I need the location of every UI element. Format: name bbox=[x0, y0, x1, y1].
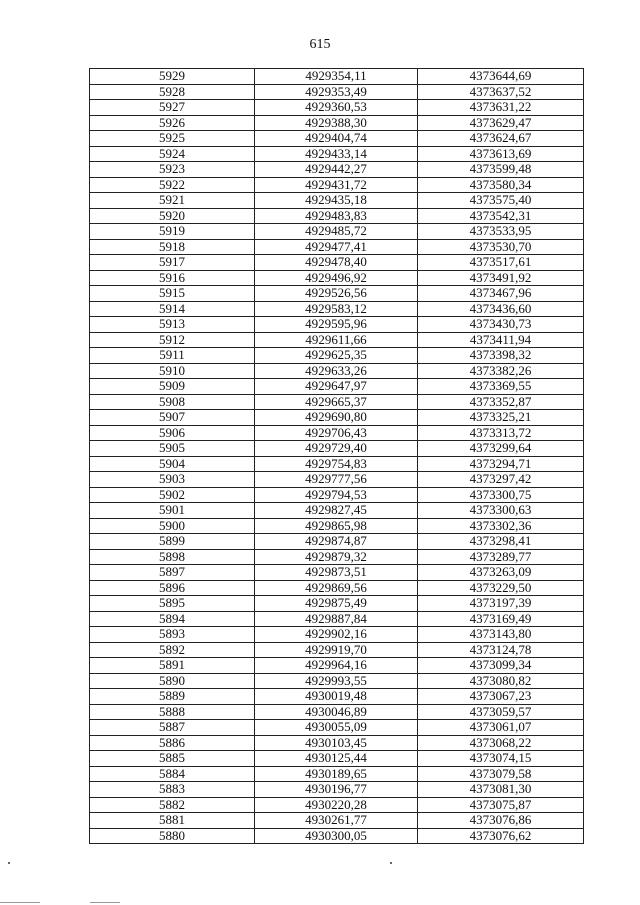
table-row bbox=[90, 518, 584, 534]
table-row bbox=[90, 813, 584, 829]
table-row bbox=[90, 410, 584, 426]
point-number-cell: 5897 bbox=[90, 565, 255, 581]
point-number-cell: 5925 bbox=[90, 131, 255, 147]
y-coordinate-cell: 4373080,82 bbox=[418, 673, 584, 689]
table-row bbox=[90, 69, 584, 85]
y-coordinate-cell: 4373289,77 bbox=[418, 549, 584, 565]
point-number-cell: 5923 bbox=[90, 162, 255, 178]
point-number-cell: 5904 bbox=[90, 456, 255, 472]
table-row bbox=[90, 782, 584, 798]
point-number-cell: 5890 bbox=[90, 673, 255, 689]
y-coordinate-cell: 4373061,07 bbox=[418, 720, 584, 736]
point-number-cell: 5913 bbox=[90, 317, 255, 333]
x-coordinate-cell: 4929875,49 bbox=[255, 596, 418, 612]
y-coordinate-cell: 4373197,39 bbox=[418, 596, 584, 612]
scan-speck bbox=[390, 862, 392, 864]
point-number-cell: 5900 bbox=[90, 518, 255, 534]
x-coordinate-cell: 4930055,09 bbox=[255, 720, 418, 736]
x-coordinate-cell: 4929754,83 bbox=[255, 456, 418, 472]
x-coordinate-cell: 4930189,65 bbox=[255, 766, 418, 782]
x-coordinate-cell: 4929611,66 bbox=[255, 332, 418, 348]
table-row bbox=[90, 193, 584, 209]
y-coordinate-cell: 4373263,09 bbox=[418, 565, 584, 581]
table-row bbox=[90, 456, 584, 472]
y-coordinate-cell: 4373436,60 bbox=[418, 301, 584, 317]
point-number-cell: 5888 bbox=[90, 704, 255, 720]
point-number-cell: 5929 bbox=[90, 69, 255, 85]
y-coordinate-cell: 4373300,75 bbox=[418, 487, 584, 503]
point-number-cell: 5909 bbox=[90, 379, 255, 395]
x-coordinate-cell: 4929777,56 bbox=[255, 472, 418, 488]
point-number-cell: 5922 bbox=[90, 177, 255, 193]
x-coordinate-cell: 4929919,70 bbox=[255, 642, 418, 658]
point-number-cell: 5906 bbox=[90, 425, 255, 441]
point-number-cell: 5895 bbox=[90, 596, 255, 612]
x-coordinate-cell: 4929435,18 bbox=[255, 193, 418, 209]
table-row bbox=[90, 317, 584, 333]
y-coordinate-cell: 4373637,52 bbox=[418, 84, 584, 100]
y-coordinate-cell: 4373491,92 bbox=[418, 270, 584, 286]
point-number-cell: 5889 bbox=[90, 689, 255, 705]
x-coordinate-cell: 4929729,40 bbox=[255, 441, 418, 457]
y-coordinate-cell: 4373411,94 bbox=[418, 332, 584, 348]
y-coordinate-cell: 4373143,80 bbox=[418, 627, 584, 643]
coordinates-table-body bbox=[90, 69, 584, 844]
x-coordinate-cell: 4930220,28 bbox=[255, 797, 418, 813]
y-coordinate-cell: 4373300,63 bbox=[418, 503, 584, 519]
table-row bbox=[90, 735, 584, 751]
x-coordinate-cell: 4929873,51 bbox=[255, 565, 418, 581]
x-coordinate-cell: 4929993,55 bbox=[255, 673, 418, 689]
x-coordinate-cell: 4929583,12 bbox=[255, 301, 418, 317]
point-number-cell: 5928 bbox=[90, 84, 255, 100]
y-coordinate-cell: 4373369,55 bbox=[418, 379, 584, 395]
table-row bbox=[90, 425, 584, 441]
point-number-cell: 5885 bbox=[90, 751, 255, 767]
x-coordinate-cell: 4929477,41 bbox=[255, 239, 418, 255]
x-coordinate-cell: 4930125,44 bbox=[255, 751, 418, 767]
x-coordinate-cell: 4929794,53 bbox=[255, 487, 418, 503]
point-number-cell: 5905 bbox=[90, 441, 255, 457]
table-row bbox=[90, 348, 584, 364]
y-coordinate-cell: 4373580,34 bbox=[418, 177, 584, 193]
point-number-cell: 5916 bbox=[90, 270, 255, 286]
point-number-cell: 5891 bbox=[90, 658, 255, 674]
y-coordinate-cell: 4373124,78 bbox=[418, 642, 584, 658]
y-coordinate-cell: 4373298,41 bbox=[418, 534, 584, 550]
point-number-cell: 5883 bbox=[90, 782, 255, 798]
y-coordinate-cell: 4373067,23 bbox=[418, 689, 584, 705]
point-number-cell: 5921 bbox=[90, 193, 255, 209]
table-row bbox=[90, 394, 584, 410]
table-row bbox=[90, 797, 584, 813]
table-row bbox=[90, 224, 584, 240]
x-coordinate-cell: 4929442,27 bbox=[255, 162, 418, 178]
y-coordinate-cell: 4373352,87 bbox=[418, 394, 584, 410]
table-row bbox=[90, 379, 584, 395]
x-coordinate-cell: 4929496,92 bbox=[255, 270, 418, 286]
table-row bbox=[90, 658, 584, 674]
table-row bbox=[90, 255, 584, 271]
x-coordinate-cell: 4930300,05 bbox=[255, 828, 418, 844]
y-coordinate-cell: 4373059,57 bbox=[418, 704, 584, 720]
table-row bbox=[90, 689, 584, 705]
x-coordinate-cell: 4929354,11 bbox=[255, 69, 418, 85]
table-row bbox=[90, 84, 584, 100]
y-coordinate-cell: 4373081,30 bbox=[418, 782, 584, 798]
table-row bbox=[90, 162, 584, 178]
x-coordinate-cell: 4929353,49 bbox=[255, 84, 418, 100]
x-coordinate-cell: 4929879,32 bbox=[255, 549, 418, 565]
table-row bbox=[90, 549, 584, 565]
y-coordinate-cell: 4373629,47 bbox=[418, 115, 584, 131]
point-number-cell: 5919 bbox=[90, 224, 255, 240]
x-coordinate-cell: 4930019,48 bbox=[255, 689, 418, 705]
x-coordinate-cell: 4929827,45 bbox=[255, 503, 418, 519]
table-row bbox=[90, 580, 584, 596]
y-coordinate-cell: 4373467,96 bbox=[418, 286, 584, 302]
point-number-cell: 5903 bbox=[90, 472, 255, 488]
y-coordinate-cell: 4373613,69 bbox=[418, 146, 584, 162]
point-number-cell: 5887 bbox=[90, 720, 255, 736]
table-row bbox=[90, 131, 584, 147]
x-coordinate-cell: 4929483,83 bbox=[255, 208, 418, 224]
point-number-cell: 5908 bbox=[90, 394, 255, 410]
y-coordinate-cell: 4373575,40 bbox=[418, 193, 584, 209]
x-coordinate-cell: 4929874,87 bbox=[255, 534, 418, 550]
x-coordinate-cell: 4930196,77 bbox=[255, 782, 418, 798]
table-row bbox=[90, 286, 584, 302]
y-coordinate-cell: 4373533,95 bbox=[418, 224, 584, 240]
point-number-cell: 5926 bbox=[90, 115, 255, 131]
scan-edge-line bbox=[0, 902, 40, 903]
y-coordinate-cell: 4373631,22 bbox=[418, 100, 584, 116]
x-coordinate-cell: 4929869,56 bbox=[255, 580, 418, 596]
y-coordinate-cell: 4373313,72 bbox=[418, 425, 584, 441]
y-coordinate-cell: 4373382,26 bbox=[418, 363, 584, 379]
table-row bbox=[90, 115, 584, 131]
y-coordinate-cell: 4373325,21 bbox=[418, 410, 584, 426]
x-coordinate-cell: 4929595,96 bbox=[255, 317, 418, 333]
point-number-cell: 5914 bbox=[90, 301, 255, 317]
point-number-cell: 5892 bbox=[90, 642, 255, 658]
x-coordinate-cell: 4929647,97 bbox=[255, 379, 418, 395]
x-coordinate-cell: 4929526,56 bbox=[255, 286, 418, 302]
point-number-cell: 5881 bbox=[90, 813, 255, 829]
table-row bbox=[90, 208, 584, 224]
x-coordinate-cell: 4929431,72 bbox=[255, 177, 418, 193]
table-row bbox=[90, 487, 584, 503]
x-coordinate-cell: 4929404,74 bbox=[255, 131, 418, 147]
x-coordinate-cell: 4929388,30 bbox=[255, 115, 418, 131]
y-coordinate-cell: 4373169,49 bbox=[418, 611, 584, 627]
table-row bbox=[90, 751, 584, 767]
point-number-cell: 5886 bbox=[90, 735, 255, 751]
table-row bbox=[90, 565, 584, 581]
x-coordinate-cell: 4929706,43 bbox=[255, 425, 418, 441]
y-coordinate-cell: 4373644,69 bbox=[418, 69, 584, 85]
point-number-cell: 5918 bbox=[90, 239, 255, 255]
point-number-cell: 5927 bbox=[90, 100, 255, 116]
x-coordinate-cell: 4929478,40 bbox=[255, 255, 418, 271]
x-coordinate-cell: 4929360,53 bbox=[255, 100, 418, 116]
y-coordinate-cell: 4373530,70 bbox=[418, 239, 584, 255]
table-row bbox=[90, 270, 584, 286]
table-row bbox=[90, 627, 584, 643]
point-number-cell: 5912 bbox=[90, 332, 255, 348]
point-number-cell: 5901 bbox=[90, 503, 255, 519]
coordinates-table bbox=[89, 68, 584, 844]
x-coordinate-cell: 4929625,35 bbox=[255, 348, 418, 364]
table-row bbox=[90, 828, 584, 844]
point-number-cell: 5894 bbox=[90, 611, 255, 627]
table-row bbox=[90, 534, 584, 550]
x-coordinate-cell: 4929690,80 bbox=[255, 410, 418, 426]
table-row bbox=[90, 146, 584, 162]
y-coordinate-cell: 4373079,58 bbox=[418, 766, 584, 782]
point-number-cell: 5907 bbox=[90, 410, 255, 426]
y-coordinate-cell: 4373074,15 bbox=[418, 751, 584, 767]
y-coordinate-cell: 4373599,48 bbox=[418, 162, 584, 178]
point-number-cell: 5910 bbox=[90, 363, 255, 379]
table-row bbox=[90, 611, 584, 627]
y-coordinate-cell: 4373068,22 bbox=[418, 735, 584, 751]
y-coordinate-cell: 4373297,42 bbox=[418, 472, 584, 488]
x-coordinate-cell: 4929902,16 bbox=[255, 627, 418, 643]
table-row bbox=[90, 363, 584, 379]
y-coordinate-cell: 4373076,62 bbox=[418, 828, 584, 844]
table-row bbox=[90, 100, 584, 116]
table-row bbox=[90, 503, 584, 519]
table-row bbox=[90, 673, 584, 689]
y-coordinate-cell: 4373517,61 bbox=[418, 255, 584, 271]
y-coordinate-cell: 4373075,87 bbox=[418, 797, 584, 813]
table-row bbox=[90, 766, 584, 782]
table-row bbox=[90, 177, 584, 193]
table-row bbox=[90, 332, 584, 348]
x-coordinate-cell: 4930046,89 bbox=[255, 704, 418, 720]
point-number-cell: 5893 bbox=[90, 627, 255, 643]
y-coordinate-cell: 4373076,86 bbox=[418, 813, 584, 829]
y-coordinate-cell: 4373294,71 bbox=[418, 456, 584, 472]
y-coordinate-cell: 4373299,64 bbox=[418, 441, 584, 457]
table-row bbox=[90, 704, 584, 720]
table-row bbox=[90, 239, 584, 255]
point-number-cell: 5880 bbox=[90, 828, 255, 844]
point-number-cell: 5896 bbox=[90, 580, 255, 596]
x-coordinate-cell: 4929665,37 bbox=[255, 394, 418, 410]
point-number-cell: 5915 bbox=[90, 286, 255, 302]
y-coordinate-cell: 4373229,50 bbox=[418, 580, 584, 596]
y-coordinate-cell: 4373542,31 bbox=[418, 208, 584, 224]
point-number-cell: 5917 bbox=[90, 255, 255, 271]
point-number-cell: 5899 bbox=[90, 534, 255, 550]
y-coordinate-cell: 4373430,73 bbox=[418, 317, 584, 333]
x-coordinate-cell: 4929485,72 bbox=[255, 224, 418, 240]
x-coordinate-cell: 4930261,77 bbox=[255, 813, 418, 829]
point-number-cell: 5902 bbox=[90, 487, 255, 503]
table-row bbox=[90, 642, 584, 658]
page-number: 615 bbox=[309, 37, 331, 52]
y-coordinate-cell: 4373624,67 bbox=[418, 131, 584, 147]
y-coordinate-cell: 4373302,36 bbox=[418, 518, 584, 534]
point-number-cell: 5898 bbox=[90, 549, 255, 565]
x-coordinate-cell: 4929633,26 bbox=[255, 363, 418, 379]
y-coordinate-cell: 4373099,34 bbox=[418, 658, 584, 674]
x-coordinate-cell: 4929887,84 bbox=[255, 611, 418, 627]
x-coordinate-cell: 4930103,45 bbox=[255, 735, 418, 751]
x-coordinate-cell: 4929865,98 bbox=[255, 518, 418, 534]
table-row bbox=[90, 301, 584, 317]
x-coordinate-cell: 4929433,14 bbox=[255, 146, 418, 162]
table-row bbox=[90, 596, 584, 612]
scan-speck bbox=[8, 862, 10, 864]
point-number-cell: 5884 bbox=[90, 766, 255, 782]
point-number-cell: 5924 bbox=[90, 146, 255, 162]
y-coordinate-cell: 4373398,32 bbox=[418, 348, 584, 364]
point-number-cell: 5911 bbox=[90, 348, 255, 364]
point-number-cell: 5920 bbox=[90, 208, 255, 224]
table-row bbox=[90, 720, 584, 736]
x-coordinate-cell: 4929964,16 bbox=[255, 658, 418, 674]
point-number-cell: 5882 bbox=[90, 797, 255, 813]
table-row bbox=[90, 472, 584, 488]
scan-edge-line bbox=[90, 902, 120, 903]
table-row bbox=[90, 441, 584, 457]
